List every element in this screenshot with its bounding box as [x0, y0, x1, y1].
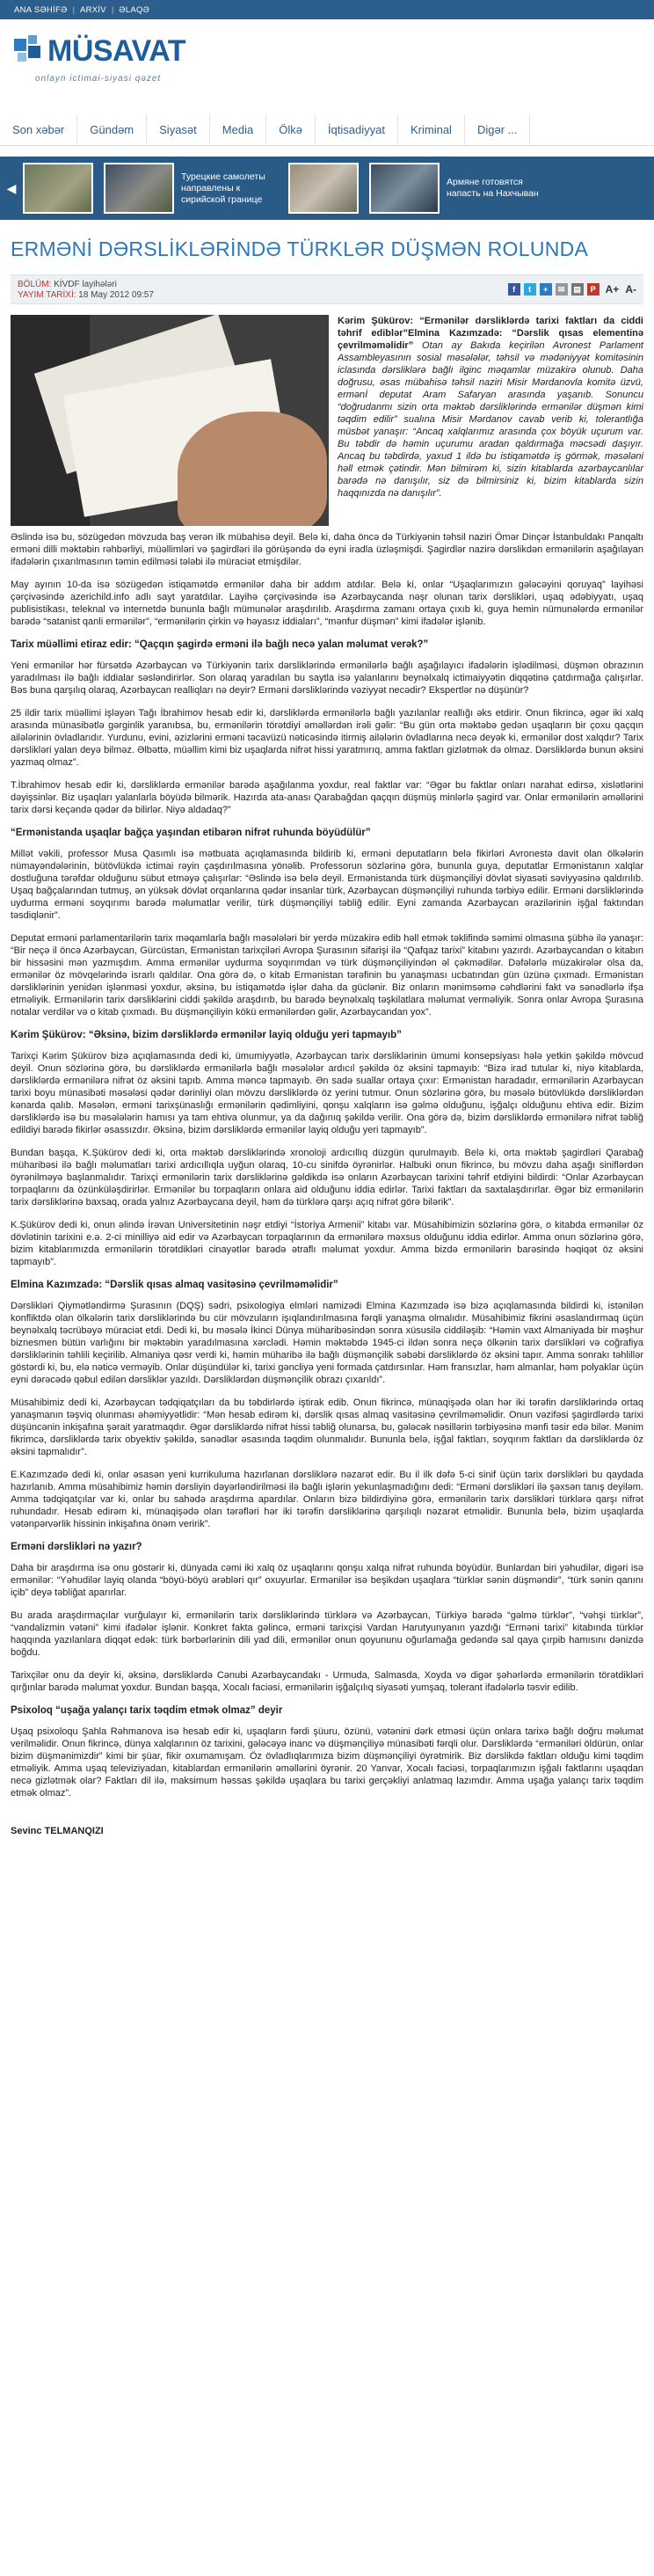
topnav-archive-link[interactable]: ARXİV: [79, 4, 106, 15]
print-icon[interactable]: ▤: [571, 283, 584, 296]
ticker-headline: Армяне готовятся напасть на Нахчыван: [447, 177, 539, 199]
section-heading: Kərim Şükürov: “Əksinə, bizim dərsliklərdə ermənilər layiq olduğu yeri tapmayıb”: [11, 1030, 402, 1040]
article-paragraph: Dərslikləri Qiymətləndirmə Şurasının (DQŞ) sədri, psixologiya elmləri namizədi Elmina Kazımzadə isə bizə açıqlamasında bildirdi ki, istənilən konfliktdə olan ölkələrin tarix dərsliklərində bu cür mövzuların işıqlandırılmasına fərqli yanaşma olmalıdır. Müsahibimiz fikrini əsaslandırmaq üçün beynəlxalq təcrübəyə müraciət etdi. Dedi ki, bu məsələ İkinci Dünya müharibəsindən sonra xüsusilə ciddiləşib: “Həmin vaxt Almaniyada bir məşhur biznesmen bütün varlığını bir məktəbin yaradılmasına xərclədi. Həmin məktəbdə 1945-ci ildən sonra neçə ölkənin tarix dərslikləri və coğrafiya dərsliklərinin təhlili keçirilib. Almaniya qəsr verdi ki, həmin müharibə ilə bağlı düşmənçilik səbəbi dərsliklərdə öz əksini tapır. Amma sonrakı təhlillər göstərdi ki, bu, elə nəticə verməyib. Onlar düşündülər ki, tarixi gəncliyə yeni formada çatdırsınlar. Həm fransızlar, həm almanlar, həm polyaklar üçün eyni dərəcədə qəbul edilən dərsliklər yazıldı. Dərsliklərdən düşmənçilik obrazı çıxarıldı”.: [11, 1301, 643, 1385]
share-icon[interactable]: +: [540, 283, 552, 296]
article-paragraph: Yeni ermənilər hər fürsətdə Azərbaycan və Türkiyənin tarix dərsliklərində ermənilərlə bağlı aşağılayıcı ifadələrin işlədilməsi, düşmən obrazının yaradılması ilə bağlı iddialar səsləndirirlər. Son olaraq yaradılan bu saytla isə yalanlarını beynəlxalq ictimaiyyətin diqqətinə çatdırmağa çalışırlar. Bəs buna qarşılıq olaraq, Azərbaycan realliqları nə deyir? Erməni dərsliklərində vəziyyət necədir? Ekspertlər nə düşünür?: [11, 660, 643, 696]
nav-item-economy[interactable]: İqtisadiyyat: [316, 114, 398, 145]
article-meta-bar: [11, 274, 643, 304]
share-toolbar: [508, 283, 636, 296]
site-tagline: onlayn ictimai-siyasi qəzet: [35, 74, 162, 84]
article-paragraph: 25 ildir tarix müəllimi işləyən Tağı İbrahimov hesab edir ki, dərsliklərdə ermənilərlə bağlı yazılanlar reallığı əks etdirir. Onun fikrincə, əgər iki xalq arasında münasibətlə gərginlik yaranıbsa, bu, ermənilərin törətdiyi əməllərdən irəli gəlir: “Bu gün orta məktəbə gedən uşaqların bir çoxu qaçqın ailələrinin övladlarıdır. Yurdunu, evini, əzizlərini erməni təcavüzü nəticəsində itirmiş ailələrin övladlarına necə deyək ki, ermənilər dost xalqdır? Tarix dərslikləri yalan deyə bilməz. Əlbəttə, müəllim kimi biz uşaqlarda nifrət hissi yaratmırıq, amma faktları gizlətmək də olmaz. Dərsliklərdə bunun əksini yazmaq olmaz”.: [11, 708, 643, 768]
article-body: [11, 315, 643, 1836]
article-paragraph: Bu arada araşdırmaçılar vurğulayır ki, ermənilərin tarix dərsliklərində türklərə və Azərbaycan, Türkiyə barədə “gəlmə türklər”, “vəhşi türklər”, “vandalizmin vətəni” kimi ifadələr işlənir. Konkret fakta gəlincə, erməni tarixçisi Vardan Harutyunyanın yazdığı “Erməni tarixi” kitabında türklər haqqında yazılanlara diqqət edək: türk bərbərlərinin dili yad dili, ermənilər onun qoyununu oğurlamağa gedəndə sal qaya çırpib hamısını dənizdə boğdu.: [11, 1610, 643, 1658]
site-header: [0, 19, 654, 107]
ticker-headline: Турецкие самолеты направлены к сирийской границе: [181, 171, 265, 205]
article-paragraph: Daha bir araşdırma isə onu göstərir ki, dünyada cəmi iki xalq öz uşaqlarını qonşu xalqa nifrət ruhunda böyüdür. Bunlardan biri yəhudilər, digəri isə ermənilər: “Yəhudilər layiq olanda “böyü-böyü ərəbləri qır” oxuyurlar. Ermənilər isə beşikdən uşaqlara “türklər sənin düşməndir”, “türk sənin qanını içib” deyə təbliğat aparırlar.: [11, 1563, 643, 1598]
font-increase-button[interactable]: A+: [605, 283, 620, 296]
topnav-contact-link[interactable]: ƏLAQƏ: [119, 4, 150, 15]
nav-item-latest-news[interactable]: Son xəbər: [0, 114, 77, 145]
article-paragraph: T.İbrahimov hesab edir ki, dərsliklərdə ermənilər barədə aşağılanma yoxdur, real faktlar var: “Əgər bu faktlar onları narahat edirsə, xislətlərini dəyişsinlər. Biz uşaqları yalanlarla böyüdə bilmərik. Hazırda ata-anası Qarabağdan qaçqın düşmüş minlərlə şagird var. Onlar ermənilərin əməllərini tarix dərsi keçəndə qədər də bilirlər. Niyə aldadaq?”: [11, 780, 643, 815]
topnav-separator: |: [111, 5, 114, 14]
article-paragraph: Əslində isə bu, sözügedən mövzuda baş verən ilk mübahisə deyil. Belə ki, daha öncə də Türkiyənin təhsil naziri Ömər Dinçər İstanbuldakı Panqaltı erməni dilli məktəbin rəhbərliyi, müəllimləri və şagirdləri ilə görüşəndə də eyni iradla üzləşmişdi. Şagirdlər nazirə dərslikdən ermənilərin aşağılayan ifadələrin çıxarılmasının təmin edilməsi tələbi ilə müraciət etmişdilər.: [11, 532, 643, 567]
article-paragraph: May ayının 10-da isə sözügedən istiqamətdə ermənilər daha bir addım atdılar. Belə ki, onlar “Uşaqlarımızın gələcəyini qoruyaq” layihəsi çərçivəsində azerichild.info adlı sayt yaratdılar. Layihə çərçivəsində isə Azərbaycanda nəşr olunan tarix dərslikləri, uşaq ədəbiyyatı, uşaq publisistikası, teleknal və internetdə bununla bağlı mümunələr araşdırılıb. Araşdırma zamanı ortaya çıxıb ki, guya hemin nümunələrdə ermənilər barədə “satanist qanli ermənilər”, “ermənilərin çirkin və həyasız iddiaları”, “mənfur düşmən” kimi ifadələr işlənib.: [11, 580, 643, 627]
twitter-icon[interactable]: t: [524, 283, 536, 296]
article-meta: [18, 280, 154, 301]
email-icon[interactable]: ✉: [556, 283, 568, 296]
section-link[interactable]: KİVDF layihələri: [54, 280, 117, 289]
ticker-item[interactable]: [104, 163, 278, 214]
logo-wordmark: MÜSAVAT: [47, 34, 186, 68]
nav-item-media[interactable]: Media: [210, 114, 266, 145]
facebook-icon[interactable]: f: [508, 283, 520, 296]
news-ticker: [0, 157, 654, 220]
article-photo: [11, 315, 329, 526]
article-lead-highlight: Kərim Şükürov: “Ermənilər dərsliklərdə tarixi faktları da ciddi təhrif ediblər”Elmina Kazımzadə: “Dərslik qısas elementinə çevrilməməlidir”: [338, 316, 643, 351]
section-heading: Erməni dərslikləri nə yazır?: [11, 1542, 142, 1552]
ticker-thumbnail: [23, 163, 93, 214]
article-paragraph: Deputat erməni parlamentarilərin tarix məqamlarla bağlı məsələləri bir yerdə müzakirə edib həll etmək təklifində səmimi olmasına şübhə ilə yanaşır: “Bir neçə il öncə Azərbaycan, Gürcüstan, Ermənistan tarixçiləri Avropa Şurasının sifarişi ilə “Qafqaz tarixi” kitabını yazırdı. Azərbaycandan o kitabın bir hissəsini mən yazmışdım. Amma ermənilər uydurma soyqırımdan və türk düşmənçiliyindən əl çəkmədilər. Dəfələrlə müzakirələr olsa da, ermənilər öz mövqelərində israrlı qaldılar. Ona görə də, o kitab Ermənistan tərəfinin bu yanaşması ucbatından gün üzünə çıxmadı. Ermənistan dərsliklərinin yenidən işlənməsi yoxdur, əksinə, bu istiqamətdə işlər daha da güclənir. Biz onların mənimsəmə cəhdlərini fakt və sənədlərlə ifşa etməliyik. Ermənilərin tarix dərsliklərini ciddi şəkildə araşdırıb, bu barədə beynəlxalq təşkilatlara məlumat verməliyik. Sonra onlar Avropa Şurasına notalar verdilər və o kitab çıxmadı. Bu düşmənçiliyin kökü ermənilərdən gəlir, Azərbaycandan yox”.: [11, 933, 643, 1018]
font-decrease-button[interactable]: A-: [625, 283, 636, 296]
ticker-thumbnail: [369, 163, 440, 214]
article-paragraph: Bundan başqa, K.Şükürov dedi ki, orta məktəb dərsliklərində xronoloji ardıcıllıq düzgün qurulmayıb. Belə ki, orta məktəb şagirdləri Qarabağ müharibəsi ilə bağlı məlumatları tarixi ardıcıllıqla uyğun olaraq, 10-cu sinifdə öyrənirlər. Halbuki onun fikrincə, bu mövzu daha aşağı siniflərdən öyrənilməyə başlanmalıdır. Tarixçi ermənilərin tarix dərsliklərinə gəldikdə isə onların Azərbaycan tarixini təhrif etdiyini bildirdi: “Onlar Azərbaycan torpaqlarını da özünküləşdirirlər. Ermənilər bu torpaqların onlara aid olduğunu iddia edirlər. Tarixi faktları da saxtalaşdırırlar. Əgər biz ermənilərin tarix dərsliklərinə baxsaq, orada yalnız Azərbaycana deyil, həm də türklərə qarşı açıq nifrət görə bilərik”.: [11, 1148, 643, 1208]
ticker-item[interactable]: [369, 163, 543, 214]
nav-item-country[interactable]: Ölkə: [266, 114, 316, 145]
section-label: BÖLÜM:: [18, 280, 52, 289]
article-paragraph: K.Şükürov dedi ki, onun əlində İrəvan Universitetinin nəşr etdiyi “İstoriya Armenii” kitabı var. Müsahibimizin sözlərinə görə, o kitabda ermənilər öz dövlətinin tarixini e.ə. 2-ci minilliyə aid edir və Azərbaycan torpaqlarının da ermənilərə məxsus olduğunu iddia edirlər. Amma onun sözlərinə görə, bizim kitablarımızda ermənilərin törətdikləri cinayətlər barədə ətraflı məlumat yoxdur. Amma bizdə ermənilərin barəsində həqiqət öz əksini tapmayıb”.: [11, 1220, 643, 1267]
article-paragraph: E.Kazımzadə dedi ki, onlar əsasən yeni kurrikuluma hazırlanan dərsliklərə nəzarət edir. Bu il ilk dəfə 5-ci sinif üçün tarix dərslikləri bu qaydada hazırlanıb. Amma müsahibimiz həmin dərsliyin dəyərləndirilməsi ilə bağlı işlərin yekunlaşmadığını dedi: “Erməni dərslikləri ilə şəxsən tanış deyiləm. Amma tədqiqatçılar var ki, onlar bu sahədə araşdırma apardılar. Onların bizə bildirdiyinə görə, ermənilərin tarix dərslikləri türklərə qarşı nifrət ruhundadır. Hesab edirəm ki, münaqişədə olan tərəfləri hər iki tərəfin dərsliklərinə qarşılıqlı nəzarət etməlidir. Bununla belə, bizim uşaqlarda vətənpərvərlik hissinin inkişafına önəm veririk”.: [11, 1470, 643, 1529]
article-title: ERMƏNİ DƏRSLİKLƏRİNDƏ TÜRKLƏR DÜŞMƏN ROLUNDA: [11, 237, 589, 260]
article-paragraph: Tarixçilər onu da deyir ki, əksinə, dərsliklərdə Cənubi Azərbaycandakı - Urmuda, Salmasda, Xoyda və digər şəhərlərdə ermənilərin törətdikləri qırğınlar barədə məlumat yoxdur. Bundan başqa, Xocalı faciəsi, ermənilərin işğalçılıq siyasəti yumşaq, tolerant ifadələrlə təsvir edilib.: [11, 1670, 643, 1693]
section-heading: Tarix müəllimi etiraz edir: “Qaçqın şagirdə erməni ilə bağlı necə yalan məlumat verək?”: [11, 639, 429, 650]
ticker-prev-arrow-icon[interactable]: ◀: [6, 180, 17, 195]
article-paragraph: Uşaq psixoloqu Şahla Rəhmanova isə hesab edir ki, uşaqların fərdi şüuru, özünü, vətənini dərk etməsi üçün onlara tarixə bağlı doğru məlumat verilməlidir. Onun fikrincə, dünya xalqlarının öz tarixini, gələcəyə inanc və düşmənçiliyə münasibəti fərqli olur. Dərsliklərdə “erməniləri öldürün, onlar bizim düşmənimizdir” kimi bir şüar, fikir oxumamışam. Öz övladlıqlarımıza bizim düşmənçiliyi öyrətmirik. Biz dərslikdə faktları olduğu kimi təqdim etməliyik. Amma uşaq televiziyadan, kitablardan ermənilərin əməllərini öyrənir. 20 Yanvar, Xocalı faciəsi, torpaqlarımızın işğalı faktlarını uşaqdan necə gizlətmək olar? Faktları dil ilə, maksimum həssas şəkildə uşaqlara bu tarixi gerçəkliyi anlatmaq lazımdır. Amma uşağa yalançı tarix təqdim etmək olmaz”.: [11, 1726, 643, 1799]
section-heading: Psixoloq “uşağa yalançı tarix təqdim etmək olmaz” deyir: [11, 1705, 283, 1716]
pdf-icon[interactable]: P: [587, 283, 600, 296]
nav-item-criminal[interactable]: Kriminal: [398, 114, 465, 145]
article-paragraph: Tarixçi Kərim Şükürov bizə açıqlamasında dedi ki, ümumiyyətlə, Azərbaycan tarix dərsliklərinin ümumi konsepsiyası hələ yetkin şəkildə mövcud deyil. Onun sözlərinə görə, bu dərsliklərdə ermənilərlə bağlı məsələlər ardıcıl şəkildə öz əksini tapmayıb: “Bizə irad tutular ki, niyə kitablarda, dərsliklərdə ermənilərə nifrət öz əksini tapıb. Amma məncə tapmayıb. Ən sadə suallar ortaya çıxır: Ermənistan haradadır, ermənilərin Azərbaycan tarixi boyu münasibəti məsələsi qədər dərinliyi olan mövzu dərsliklərdə öz yerini tutmur. Onun sözlərinə görə, bu məsələ bütövlükdə dərsliklərdən kənarda qalıb. Məsələn, erməni tarixşünaslığı ermənilərin qədimliyini, qonşu xalqların isə gəlmə olduğunu, işğalçı olduğunu ehtiva edir. Bizim dərsliklərdə isə bu məsələlərin hamısı ya tam ehtiva olunmur, ya da dağınıq şəkildə verilir. Ona görə də, bizim dərsliklərdə ermənilərə nifrət təbliğ edildiyi barədə fikirlər əsassızdır. Əksinə, bizim dərsliklərdə ermənilər layiq olduğu yeri tapmayıb”.: [11, 1051, 643, 1135]
main-nav: [0, 114, 654, 146]
top-utility-bar: [0, 0, 654, 19]
section-heading: “Ermənistanda uşaqlar bağça yaşından etibarən nifrət ruhunda böyüdülür”: [11, 828, 371, 838]
article-lead-text: Otan ay Bakıda keçirilən Avronest Parlament Assambleyasının sosial məsələlər, təhsil və mədəniyyət komitəsinin iclasında dərsliklərə bağlı ilginc məqamlar müzakirə olunub. Daha doğrusu, əsas mübahisə təhsil naziri Misir Mərdanovla komitə üzvü, ermənİ deputat Aram Safaryan arasında yaşanıb. Sonuncu “doğrudanmı sizin orta məktəb dərsliklərində ermənilər düşmən kimi təqdim edilir” sualına Misir Mərdanov cavab verib ki, tolerantlığa müsbət yanaşır: “Ancaq xalqlarımız arasında çox böyük uçurum var. Bu təbdir də həmin uçurumu aradan qaldırmağa məcsədi daşıyır. Ancaq bu təbdirdə, yaxud 1 ildə bu istiqamətdə iş görmək, məsələni həll etmək çətindir. Mən bilmirəm ki, sizin kitablarda azərbaycanlılar barədə nə danışılır, siz də bilmirsiniz ki, bizim kitablarda sizin haqqınızda nə danışılır”.: [338, 340, 643, 499]
ticker-thumbnail: [288, 163, 359, 214]
ticker-thumbnail: [104, 163, 174, 214]
article-sections: [11, 531, 643, 1799]
article-paragraph: Millət vəkili, professor Musa Qasımlı isə mətbuata açıqlamasında bildirib ki, erməni deputatların belə fikirləri Avronestə davit olan ölkələrin nümayəndələrinin, bütövlükdə ictimai rəyin çaşdırılmasına yönəlib. Professorun sözlərinə görə, bununla guya, deputatlar Ermənistanın xalqlar dostluğuna tərəfdar olduğunu sübut etməyə çalışırlar: “Əslində isə belə deyil. Ermənistanda türk düşmənçiliyi dövlət siyasəti səviyyəsinə qaldırılıb. Uşaq bağçalarından tutmuş, ən yüksək dövlət orqanlarına qədər insanlar türk, Azərbaycan düşmənçiliyi ruhunda tərbiyə edilir. Erməni dərsliklərində uydurma erməni soyqırımı barədə məlumatlar verilir, türk düşmənçiliyi təbliğ edilir. Eyni zamanda Azərbaycan ərazilərinin işğal faktından təsdiqlənir”.: [11, 849, 643, 921]
ticker-item[interactable]: [23, 163, 93, 214]
topnav-home-link[interactable]: ANA SƏHİFƏ: [14, 4, 68, 15]
article: [11, 236, 643, 1836]
logo-mark-icon: [14, 35, 46, 67]
article-author: Sevinc TELMANQIZI: [11, 1826, 104, 1836]
section-heading: Elmina Kazımzadə: “Dərslik qısas almaq vasitəsinə çevrilməməlidir”: [11, 1280, 338, 1290]
topnav-separator: |: [72, 5, 75, 14]
nav-item-more[interactable]: Digər ...: [465, 114, 531, 145]
date-label: YAYIM TARİXİ:: [18, 290, 76, 300]
nav-item-politics[interactable]: Siyasət: [147, 114, 210, 145]
article-paragraph: Müsahibimiz dedi ki, Azərbaycan tədqiqatçıları da bu təbdirlərdə iştirak edib. Onun fikrincə, münaqişədə olan hər iki tərəfin dərsliklərində ortaq yanaşmanın təşviq olunması əhəmiyyətlidir: “Mən hesab edirəm ki, dərslik qısas almaq vasitəsinə çevrilməməlidir. Onun vəzifəsi şagirdlərdə tarixi düşüncənin inkişafına şərait yaratmaqdır. Əgər dərsliklərdə nifrət hissi təbliğ olunarsa, bu, gələcək nəsillərin tərbiyəsinə mənfi təsir edə bilər. Mənim fikrimcə, dərsliklərdə tarix obyektiv şəkildə, sənədlər əsasında təqdim olunmalıdır. Bununla belə, işğal faktları, soyqırım faktları da dərsliklərdə öz əksini tapmalıdır”.: [11, 1397, 643, 1457]
publish-date: 18 May 2012 09:57: [78, 290, 154, 300]
nav-item-agenda[interactable]: Gündəm: [77, 114, 147, 145]
site-logo[interactable]: [14, 35, 185, 67]
ticker-item[interactable]: [288, 163, 359, 214]
